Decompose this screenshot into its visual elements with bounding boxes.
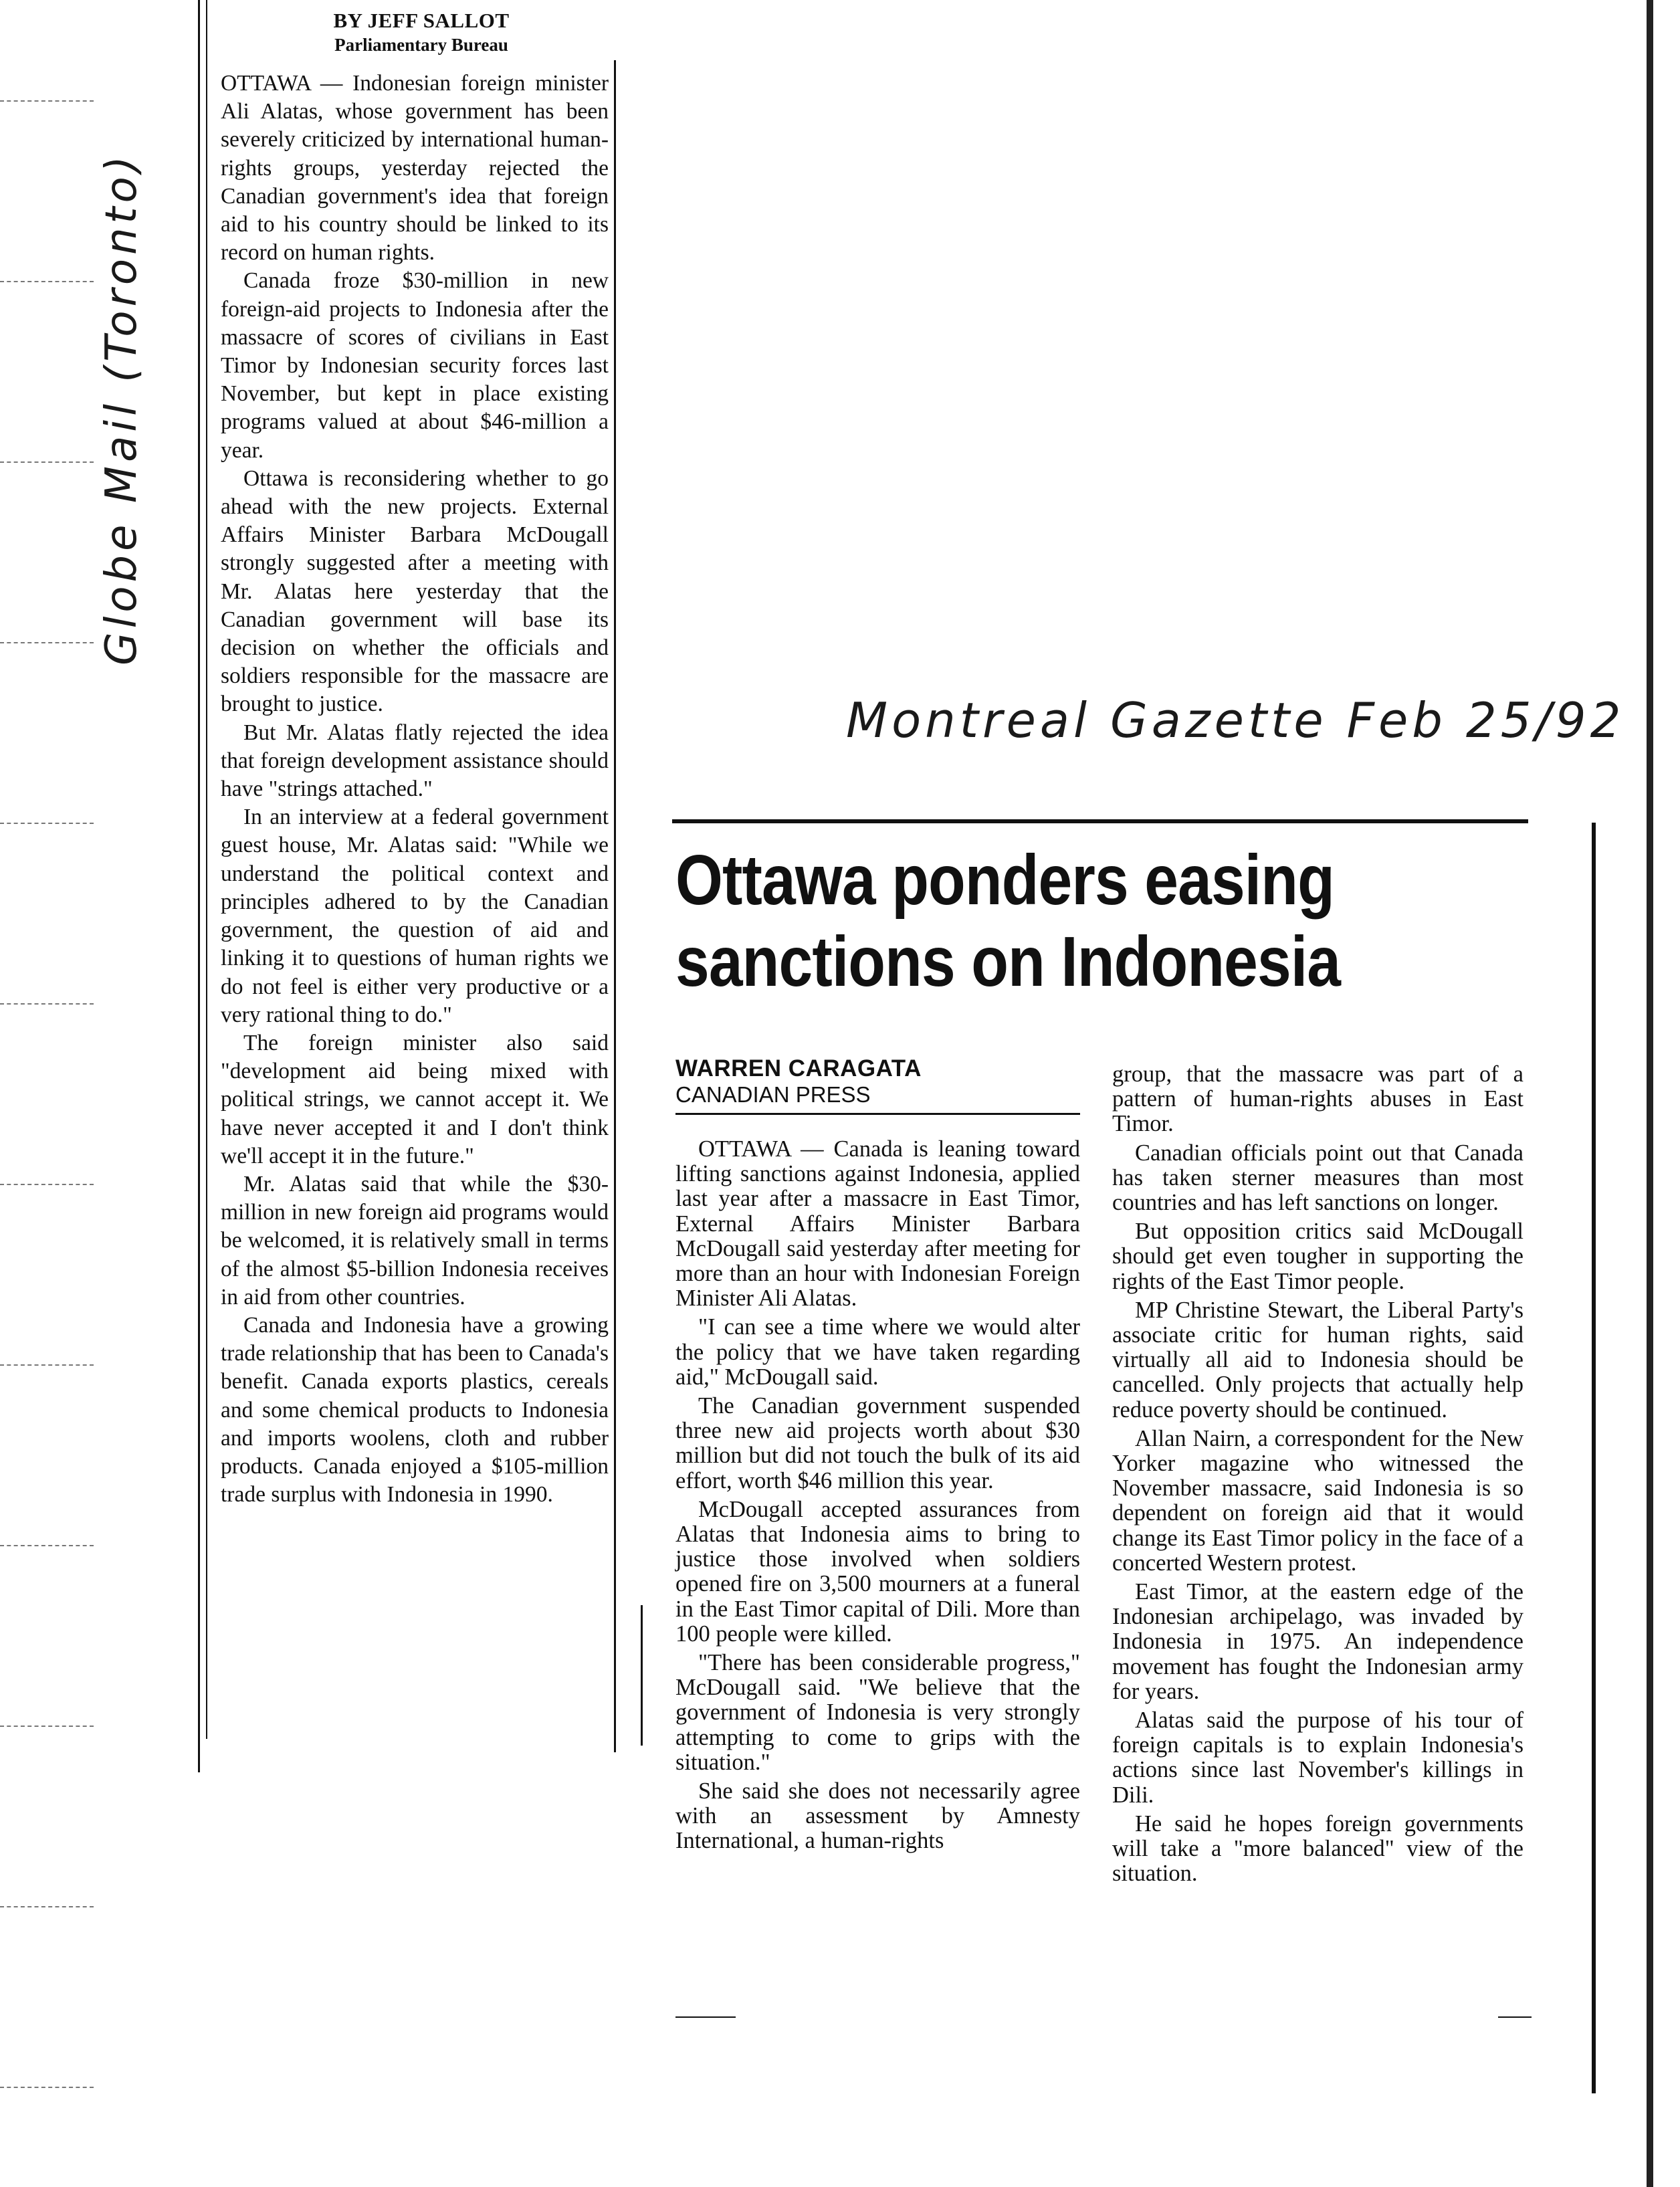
globe-byline: BY JEFF SALLOT — [333, 9, 510, 32]
gazette-paragraph: Alatas said the purpose of his tour of foreign capitals is to explain Indonesia's actions since last November's killings in Dili. — [1112, 1707, 1524, 1808]
globe-paragraph: Canada froze $30-million in new foreign-aid projects to Indonesia after the massacre of scores of civilians in East Timor by Indonesian security forces last November, but kept in place existing programs valued at about $46-million a year. — [221, 268, 609, 463]
column-rule-right — [614, 60, 616, 1752]
headline-top-rule — [672, 819, 1528, 823]
globe-desk: Parliamentary Bureau — [334, 35, 508, 55]
gazette-paragraph: OTTAWA — Canada is leaning toward lifting sanctions against Indonesia, applied last year after a massacre in East Timor, External Affairs Minister Barbara McDougall said yesterday after meeting for more than an hour with Indonesian Foreign Minister Ali Alatas. — [675, 1136, 1080, 1312]
clip-edge-mark — [641, 1605, 643, 1746]
margin-mark — [0, 823, 94, 824]
globe-paragraph: The foreign minister also said "development aid being mixed with political strings, we cannot accept it. We have never accepted it and I don't think we'll accept it in the future." — [221, 1030, 609, 1168]
gazette-paragraph: But opposition critics said McDougall should get even tougher in supporting the rights of the East Timor people. — [1112, 1219, 1524, 1294]
scan-edge-shadow — [1647, 0, 1653, 2187]
clip-right-edge — [1592, 823, 1596, 2093]
margin-mark — [0, 281, 94, 282]
margin-mark — [0, 642, 94, 643]
globe-article-body — [221, 70, 609, 1509]
gazette-paragraph: "There has been considerable progress," McDougall said. "We believe that the government of Indonesia is very strongly attempting to come to grips with the situation." — [675, 1650, 1080, 1775]
end-rule — [675, 2016, 736, 2018]
globe-paragraph: Ottawa is reconsidering whether to go ahead with the new projects. External Affairs Minister Barbara McDougall strongly suggested after a meeting with Mr. Alatas here yesterday that the Canadian government will base its decision on whether the officials and soldiers responsible for the massacre are brought to justice. — [221, 465, 609, 717]
column-rule-left — [198, 0, 200, 1772]
end-rule — [1498, 2016, 1532, 2018]
margin-mark — [0, 1906, 94, 1907]
gazette-paragraph: group, that the massacre was part of a pattern of human-rights abuses in East Timor. — [1112, 1061, 1524, 1137]
globe-paragraph: Canada and Indonesia have a growing trade relationship that has been to Canada's benefit. Canada exports plastics, cereals and some chemical products to Indonesia and imports woolens, cloth and rubber products. Canada enjoyed a $105-million trade surplus with Indonesia in 1990. — [221, 1312, 609, 1507]
gazette-headline: Ottawa ponders easing sanctions on Indonesia — [675, 841, 1341, 1001]
gazette-paragraph: McDougall accepted assurances from Alatas that Indonesia aims to bring to justice those involved when soldiers opened fire on 3,500 mourners at a funeral in the East Timor capital of Dili. More than 100 people were killed. — [675, 1496, 1080, 1647]
column-rule-left-inner — [206, 0, 207, 1739]
margin-mark — [0, 2087, 94, 2088]
margin-mark — [0, 1184, 94, 1185]
gazette-column-1 — [675, 1137, 1080, 1858]
gazette-paragraph: The Canadian government suspended three new aid projects worth about $30 million but did not touch the bulk of its aid effort, worth $46 million this year. — [675, 1393, 1080, 1493]
gazette-agency: CANADIAN PRESS — [675, 1082, 871, 1107]
globe-paragraph: Mr. Alatas said that while the $30-million in new foreign aid programs would be welcomed, it is relatively small in terms of the almost $5-billion Indonesia receives in aid from other countries. — [221, 1171, 609, 1310]
gazette-paragraph: East Timor, at the eastern edge of the Indonesian archipelago, was invaded by Indonesia in 1975. An independence movement has fought the Indonesian army for years. — [1112, 1579, 1524, 1704]
gazette-paragraph: "I can see a time where we would alter the policy that we have taken regarding aid," McDougall said. — [675, 1314, 1080, 1390]
margin-mark — [0, 1003, 94, 1005]
gazette-byline: WARREN CARAGATA — [675, 1055, 922, 1081]
gazette-paragraph: Canadian officials point out that Canada has taken sterner measures than most countries and has left sanctions on longer. — [1112, 1140, 1524, 1216]
margin-mark — [0, 461, 94, 463]
handwritten-source-note: Globe Mail (Toronto) — [97, 152, 146, 665]
gazette-paragraph: MP Christine Stewart, the Liberal Party's associate critic for human rights, said virtually all aid to Indonesia should be cancelled. Only projects that actually help reduce poverty should be continued. — [1112, 1297, 1524, 1423]
margin-mark — [0, 1545, 94, 1546]
margin-mark — [0, 1364, 94, 1366]
globe-paragraph: OTTAWA — Indonesian foreign minister Ali Alatas, whose government has been severely criticized by international human-rights groups, yesterday rejected the Canadian government's idea that foreign aid to his country should be linked to its record on human rights. — [221, 71, 609, 266]
margin-mark — [0, 100, 94, 102]
margin-mark — [0, 1726, 94, 1727]
globe-byline-block — [221, 8, 622, 56]
gazette-byline-block — [675, 1055, 1080, 1115]
gazette-paragraph: He said he hopes foreign governments will take a "more balanced" view of the situation. — [1112, 1810, 1524, 1887]
globe-paragraph: But Mr. Alatas flatly rejected the idea that foreign development assistance should have "strings attached." — [221, 720, 609, 802]
gazette-paragraph: Allan Nairn, a correspondent for the New Yorker magazine who witnessed the November massacre, said Indonesia is so dependent on foreign aid that it would change its East Timor policy in the face of a concerted Western protest. — [1112, 1425, 1524, 1576]
gazette-paragraph: She said she does not necessarily agree with an assessment by Amnesty International, a human-rights — [675, 1778, 1080, 1854]
globe-paragraph: In an interview at a federal government guest house, Mr. Alatas said: "While we understand the political context and principles adhered to by the Canadian government, the question of aid and linking it to questions of human rights we do not feel is either very productive or a very rational thing to do." — [221, 805, 609, 1027]
gazette-column-2 — [1112, 1062, 1524, 1891]
handwritten-gazette-label: Montreal Gazette Feb 25/92 — [846, 692, 1625, 748]
